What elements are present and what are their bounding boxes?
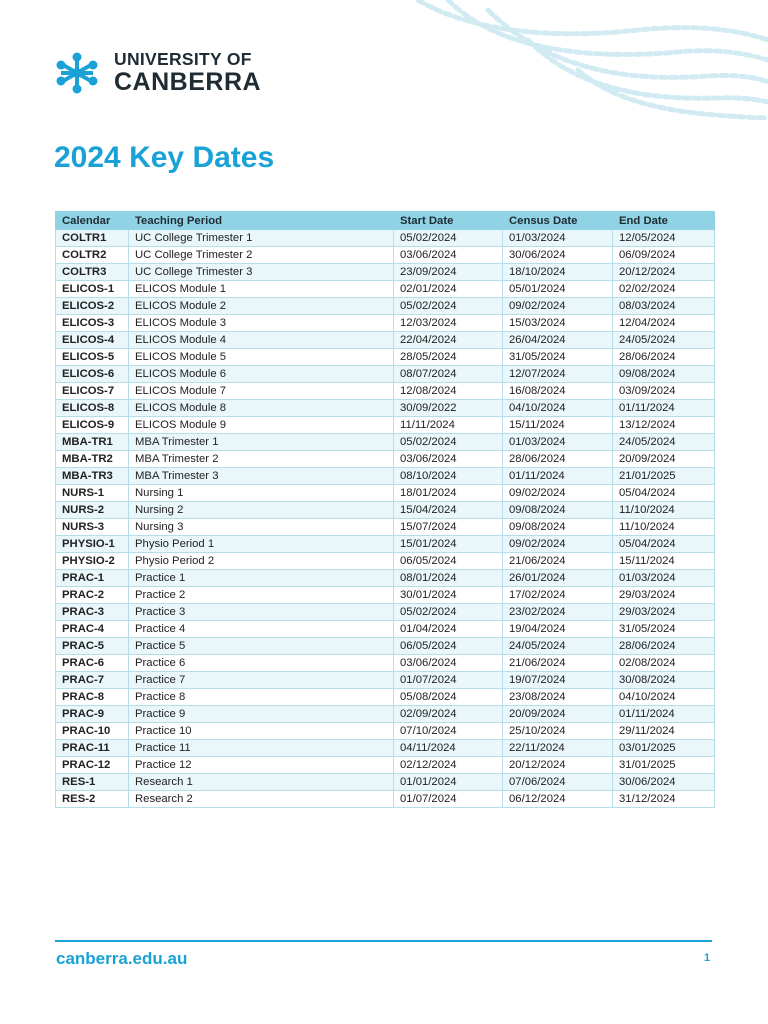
census-date-cell: 01/03/2024: [503, 434, 613, 451]
teaching-period-cell: ELICOS Module 6: [129, 366, 394, 383]
teaching-period-cell: Practice 10: [129, 723, 394, 740]
census-date-cell: 07/06/2024: [503, 774, 613, 791]
teaching-period-cell: Nursing 2: [129, 502, 394, 519]
table-row: [56, 485, 715, 502]
page-title: 2024 Key Dates: [54, 141, 275, 174]
start-date-cell: 08/07/2024: [394, 366, 503, 383]
census-date-cell: 01/11/2024: [503, 468, 613, 485]
start-date-cell: 05/02/2024: [394, 230, 503, 247]
column-header-teaching-period: Teaching Period: [129, 212, 394, 230]
table-row: [56, 434, 715, 451]
teaching-period-cell: MBA Trimester 1: [129, 434, 394, 451]
canberra-logo-mark-icon: [54, 50, 100, 96]
calendar-cell: PRAC-3: [56, 604, 129, 621]
start-date-cell: 30/09/2022: [394, 400, 503, 417]
census-date-cell: 09/08/2024: [503, 519, 613, 536]
table-row: [56, 774, 715, 791]
start-date-cell: 15/04/2024: [394, 502, 503, 519]
census-date-cell: 12/07/2024: [503, 366, 613, 383]
census-date-cell: 25/10/2024: [503, 723, 613, 740]
end-date-cell: 01/11/2024: [613, 706, 715, 723]
start-date-cell: 08/01/2024: [394, 570, 503, 587]
teaching-period-cell: ELICOS Module 3: [129, 315, 394, 332]
start-date-cell: 18/01/2024: [394, 485, 503, 502]
table-row: [56, 587, 715, 604]
calendar-cell: PHYSIO-1: [56, 536, 129, 553]
teaching-period-cell: Practice 7: [129, 672, 394, 689]
table-row: [56, 740, 715, 757]
start-date-cell: 23/09/2024: [394, 264, 503, 281]
teaching-period-cell: ELICOS Module 7: [129, 383, 394, 400]
table-row: [56, 570, 715, 587]
start-date-cell: 04/11/2024: [394, 740, 503, 757]
start-date-cell: 01/01/2024: [394, 774, 503, 791]
census-date-cell: 09/02/2024: [503, 485, 613, 502]
table-row: [56, 400, 715, 417]
end-date-cell: 05/04/2024: [613, 536, 715, 553]
start-date-cell: 08/10/2024: [394, 468, 503, 485]
column-header-start-date: Start Date: [394, 212, 503, 230]
column-header-calendar: Calendar: [56, 212, 129, 230]
end-date-cell: 29/03/2024: [613, 604, 715, 621]
teaching-period-cell: ELICOS Module 8: [129, 400, 394, 417]
teaching-period-cell: Research 1: [129, 774, 394, 791]
census-date-cell: 21/06/2024: [503, 553, 613, 570]
calendar-cell: COLTR2: [56, 247, 129, 264]
teaching-period-cell: Practice 2: [129, 587, 394, 604]
table-row: [56, 451, 715, 468]
key-dates-table: [55, 211, 715, 808]
end-date-cell: 20/09/2024: [613, 451, 715, 468]
table-row: [56, 366, 715, 383]
calendar-cell: MBA-TR2: [56, 451, 129, 468]
end-date-cell: 20/12/2024: [613, 264, 715, 281]
table-row: [56, 621, 715, 638]
start-date-cell: 02/12/2024: [394, 757, 503, 774]
calendar-cell: ELICOS-5: [56, 349, 129, 366]
page-number: 1: [704, 952, 711, 964]
start-date-cell: 15/07/2024: [394, 519, 503, 536]
calendar-cell: NURS-1: [56, 485, 129, 502]
census-date-cell: 23/02/2024: [503, 604, 613, 621]
table-row: [56, 519, 715, 536]
calendar-cell: ELICOS-6: [56, 366, 129, 383]
table-row: [56, 332, 715, 349]
start-date-cell: 06/05/2024: [394, 553, 503, 570]
census-date-cell: 09/02/2024: [503, 536, 613, 553]
census-date-cell: 15/03/2024: [503, 315, 613, 332]
end-date-cell: 12/04/2024: [613, 315, 715, 332]
table-row: [56, 655, 715, 672]
start-date-cell: 28/05/2024: [394, 349, 503, 366]
table-row: [56, 689, 715, 706]
table-row: [56, 604, 715, 621]
end-date-cell: 04/10/2024: [613, 689, 715, 706]
end-date-cell: 30/06/2024: [613, 774, 715, 791]
table-row: [56, 723, 715, 740]
wave-pattern-decoration: [408, 0, 768, 120]
calendar-cell: ELICOS-3: [56, 315, 129, 332]
start-date-cell: 15/01/2024: [394, 536, 503, 553]
teaching-period-cell: Physio Period 2: [129, 553, 394, 570]
start-date-cell: 22/04/2024: [394, 332, 503, 349]
table-header-row: [56, 212, 715, 230]
teaching-period-cell: ELICOS Module 5: [129, 349, 394, 366]
end-date-cell: 29/11/2024: [613, 723, 715, 740]
census-date-cell: 20/12/2024: [503, 757, 613, 774]
table-row: [56, 672, 715, 689]
calendar-cell: COLTR1: [56, 230, 129, 247]
teaching-period-cell: Practice 1: [129, 570, 394, 587]
table-row: [56, 264, 715, 281]
table-row: [56, 230, 715, 247]
end-date-cell: 02/08/2024: [613, 655, 715, 672]
calendar-cell: NURS-3: [56, 519, 129, 536]
start-date-cell: 01/07/2024: [394, 791, 503, 808]
census-date-cell: 24/05/2024: [503, 638, 613, 655]
census-date-cell: 01/03/2024: [503, 230, 613, 247]
calendar-cell: ELICOS-9: [56, 417, 129, 434]
table-row: [56, 315, 715, 332]
start-date-cell: 05/02/2024: [394, 434, 503, 451]
calendar-cell: PRAC-1: [56, 570, 129, 587]
census-date-cell: 15/11/2024: [503, 417, 613, 434]
teaching-period-cell: Nursing 3: [129, 519, 394, 536]
calendar-cell: ELICOS-4: [56, 332, 129, 349]
calendar-cell: PRAC-4: [56, 621, 129, 638]
calendar-cell: COLTR3: [56, 264, 129, 281]
table-row: [56, 791, 715, 808]
teaching-period-cell: Practice 6: [129, 655, 394, 672]
census-date-cell: 28/06/2024: [503, 451, 613, 468]
teaching-period-cell: MBA Trimester 2: [129, 451, 394, 468]
table-row: [56, 298, 715, 315]
census-date-cell: 18/10/2024: [503, 264, 613, 281]
start-date-cell: 03/06/2024: [394, 247, 503, 264]
end-date-cell: 15/11/2024: [613, 553, 715, 570]
census-date-cell: 06/12/2024: [503, 791, 613, 808]
end-date-cell: 24/05/2024: [613, 434, 715, 451]
end-date-cell: 05/04/2024: [613, 485, 715, 502]
start-date-cell: 03/06/2024: [394, 655, 503, 672]
column-header-end-date: End Date: [613, 212, 715, 230]
end-date-cell: 31/01/2025: [613, 757, 715, 774]
start-date-cell: 02/01/2024: [394, 281, 503, 298]
census-date-cell: 19/07/2024: [503, 672, 613, 689]
calendar-cell: ELICOS-1: [56, 281, 129, 298]
column-header-census-date: Census Date: [503, 212, 613, 230]
logo-text-university-of: UNIVERSITY OF: [114, 48, 252, 69]
teaching-period-cell: UC College Trimester 3: [129, 264, 394, 281]
census-date-cell: 05/01/2024: [503, 281, 613, 298]
census-date-cell: 23/08/2024: [503, 689, 613, 706]
end-date-cell: 11/10/2024: [613, 519, 715, 536]
end-date-cell: 28/06/2024: [613, 349, 715, 366]
census-date-cell: 09/02/2024: [503, 298, 613, 315]
calendar-cell: PRAC-7: [56, 672, 129, 689]
teaching-period-cell: ELICOS Module 1: [129, 281, 394, 298]
calendar-cell: ELICOS-7: [56, 383, 129, 400]
teaching-period-cell: UC College Trimester 2: [129, 247, 394, 264]
calendar-cell: PRAC-5: [56, 638, 129, 655]
census-date-cell: 26/01/2024: [503, 570, 613, 587]
end-date-cell: 31/05/2024: [613, 621, 715, 638]
table-row: [56, 502, 715, 519]
start-date-cell: 01/07/2024: [394, 672, 503, 689]
calendar-cell: PHYSIO-2: [56, 553, 129, 570]
end-date-cell: 24/05/2024: [613, 332, 715, 349]
table-row: [56, 553, 715, 570]
end-date-cell: 01/03/2024: [613, 570, 715, 587]
table-row: [56, 536, 715, 553]
teaching-period-cell: Practice 9: [129, 706, 394, 723]
calendar-cell: PRAC-2: [56, 587, 129, 604]
table-row: [56, 383, 715, 400]
start-date-cell: 03/06/2024: [394, 451, 503, 468]
teaching-period-cell: UC College Trimester 1: [129, 230, 394, 247]
table-row: [56, 349, 715, 366]
footer-divider: [55, 940, 712, 942]
census-date-cell: 17/02/2024: [503, 587, 613, 604]
census-date-cell: 20/09/2024: [503, 706, 613, 723]
end-date-cell: 31/12/2024: [613, 791, 715, 808]
teaching-period-cell: ELICOS Module 2: [129, 298, 394, 315]
table-row: [56, 706, 715, 723]
census-date-cell: 30/06/2024: [503, 247, 613, 264]
teaching-period-cell: Physio Period 1: [129, 536, 394, 553]
census-date-cell: 26/04/2024: [503, 332, 613, 349]
end-date-cell: 11/10/2024: [613, 502, 715, 519]
calendar-cell: ELICOS-2: [56, 298, 129, 315]
census-date-cell: 19/04/2024: [503, 621, 613, 638]
calendar-cell: NURS-2: [56, 502, 129, 519]
footer-website-link[interactable]: canberra.edu.au: [56, 949, 188, 968]
teaching-period-cell: ELICOS Module 4: [129, 332, 394, 349]
table-row: [56, 247, 715, 264]
end-date-cell: 09/08/2024: [613, 366, 715, 383]
census-date-cell: 21/06/2024: [503, 655, 613, 672]
table-row: [56, 638, 715, 655]
logo-text-canberra: CANBERRA: [114, 68, 262, 97]
calendar-cell: MBA-TR1: [56, 434, 129, 451]
start-date-cell: 05/02/2024: [394, 604, 503, 621]
teaching-period-cell: MBA Trimester 3: [129, 468, 394, 485]
table-body: [56, 230, 715, 808]
calendar-cell: ELICOS-8: [56, 400, 129, 417]
census-date-cell: 09/08/2024: [503, 502, 613, 519]
calendar-cell: MBA-TR3: [56, 468, 129, 485]
teaching-period-cell: Nursing 1: [129, 485, 394, 502]
calendar-cell: PRAC-8: [56, 689, 129, 706]
calendar-cell: RES-2: [56, 791, 129, 808]
end-date-cell: 01/11/2024: [613, 400, 715, 417]
start-date-cell: 11/11/2024: [394, 417, 503, 434]
census-date-cell: 31/05/2024: [503, 349, 613, 366]
end-date-cell: 30/08/2024: [613, 672, 715, 689]
calendar-cell: PRAC-6: [56, 655, 129, 672]
end-date-cell: 13/12/2024: [613, 417, 715, 434]
end-date-cell: 06/09/2024: [613, 247, 715, 264]
teaching-period-cell: Practice 5: [129, 638, 394, 655]
end-date-cell: 29/03/2024: [613, 587, 715, 604]
end-date-cell: 21/01/2025: [613, 468, 715, 485]
teaching-period-cell: Practice 3: [129, 604, 394, 621]
teaching-period-cell: Research 2: [129, 791, 394, 808]
census-date-cell: 04/10/2024: [503, 400, 613, 417]
census-date-cell: 22/11/2024: [503, 740, 613, 757]
start-date-cell: 06/05/2024: [394, 638, 503, 655]
teaching-period-cell: Practice 12: [129, 757, 394, 774]
calendar-cell: PRAC-10: [56, 723, 129, 740]
start-date-cell: 02/09/2024: [394, 706, 503, 723]
table-row: [56, 281, 715, 298]
teaching-period-cell: Practice 8: [129, 689, 394, 706]
end-date-cell: 28/06/2024: [613, 638, 715, 655]
calendar-cell: PRAC-11: [56, 740, 129, 757]
start-date-cell: 01/04/2024: [394, 621, 503, 638]
start-date-cell: 05/08/2024: [394, 689, 503, 706]
university-logo: [54, 50, 261, 96]
census-date-cell: 16/08/2024: [503, 383, 613, 400]
end-date-cell: 12/05/2024: [613, 230, 715, 247]
end-date-cell: 03/01/2025: [613, 740, 715, 757]
table-row: [56, 468, 715, 485]
table-row: [56, 757, 715, 774]
teaching-period-cell: Practice 11: [129, 740, 394, 757]
teaching-period-cell: ELICOS Module 9: [129, 417, 394, 434]
calendar-cell: PRAC-9: [56, 706, 129, 723]
start-date-cell: 30/01/2024: [394, 587, 503, 604]
table-row: [56, 417, 715, 434]
start-date-cell: 05/02/2024: [394, 298, 503, 315]
calendar-cell: PRAC-12: [56, 757, 129, 774]
teaching-period-cell: Practice 4: [129, 621, 394, 638]
end-date-cell: 02/02/2024: [613, 281, 715, 298]
start-date-cell: 07/10/2024: [394, 723, 503, 740]
end-date-cell: 03/09/2024: [613, 383, 715, 400]
start-date-cell: 12/03/2024: [394, 315, 503, 332]
end-date-cell: 08/03/2024: [613, 298, 715, 315]
start-date-cell: 12/08/2024: [394, 383, 503, 400]
calendar-cell: RES-1: [56, 774, 129, 791]
